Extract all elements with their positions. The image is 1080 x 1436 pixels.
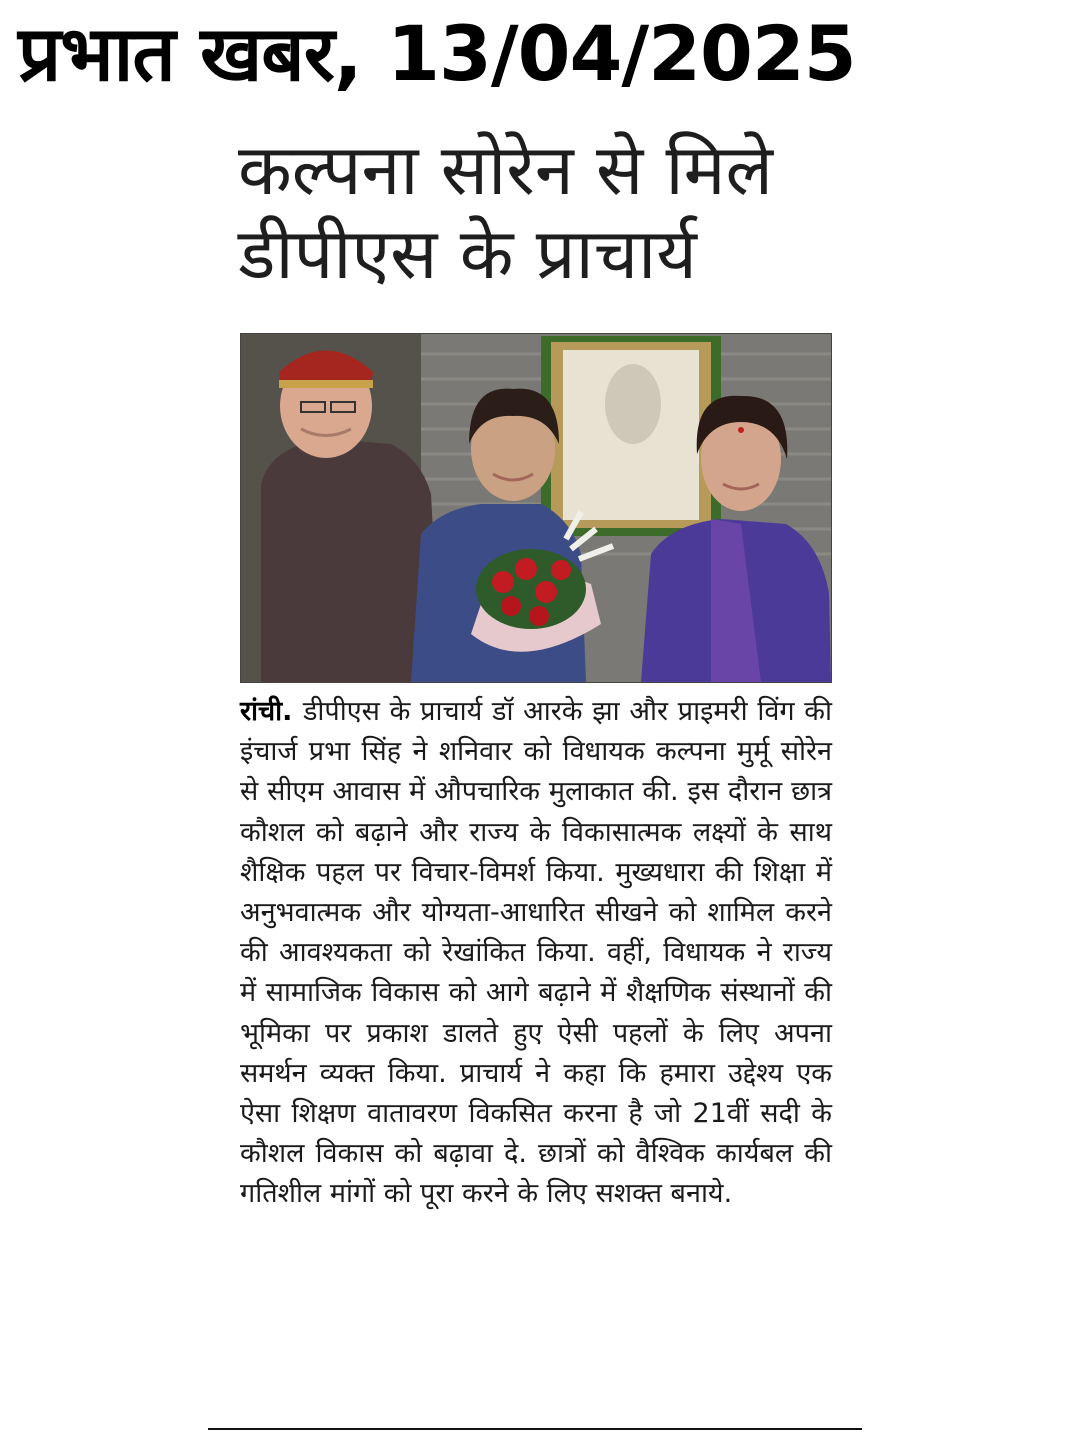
photo-illustration	[241, 334, 831, 682]
article-dateline: रांची.	[240, 696, 303, 727]
article-headline	[238, 128, 838, 296]
headline-line-2: डीपीएस के प्राचार्य	[238, 213, 697, 295]
article-text: डीपीएस के प्राचार्य डॉ आरके झा और प्राइमरी विंग की इंचार्ज प्रभा सिंह ने शनिवार को विधायक कल्पना मुर्मू सोरेन से सीएम आवास में औपचारिक मुलाकात की. इस दौरान छात्र कौशल को बढ़ाने और राज्य के विकासात्मक लक्ष्यों के साथ शैक्षिक पहल पर विचार-विमर्श किया. मुख्यधारा की शिक्षा में अनुभवात्मक और योग्यता-आधारित सीखने को शामिल करने की आवश्यकता को रेखांकित किया. वहीं, विधायक ने राज्य में सामाजिक विकास को आगे बढ़ाने में शैक्षणिक संस्थानों की भूमिका पर प्रकाश डालते हुए ऐसी पहलों के लिए अपना समर्थन व्यक्त किया. प्राचार्य ने कहा कि हमारा उद्देश्य एक ऐसा शिक्षण वातावरण विकसित करना है जो 21वीं सदी के कौशल विकास को बढ़ावा दे. छात्रों को वैश्विक कार्यबल की गतिशील मांगों को पूरा करने के लिए सशक्त बनाये.	[240, 696, 832, 1210]
news-photo	[240, 333, 832, 683]
article-body	[240, 692, 832, 1215]
newspaper-masthead: प्रभात खबर, 13/04/2025	[18, 9, 856, 98]
bottom-divider	[208, 1428, 862, 1430]
photo-painting-figure	[605, 364, 661, 444]
headline-line-1: कल्पना सोरेन से मिले	[238, 129, 773, 211]
